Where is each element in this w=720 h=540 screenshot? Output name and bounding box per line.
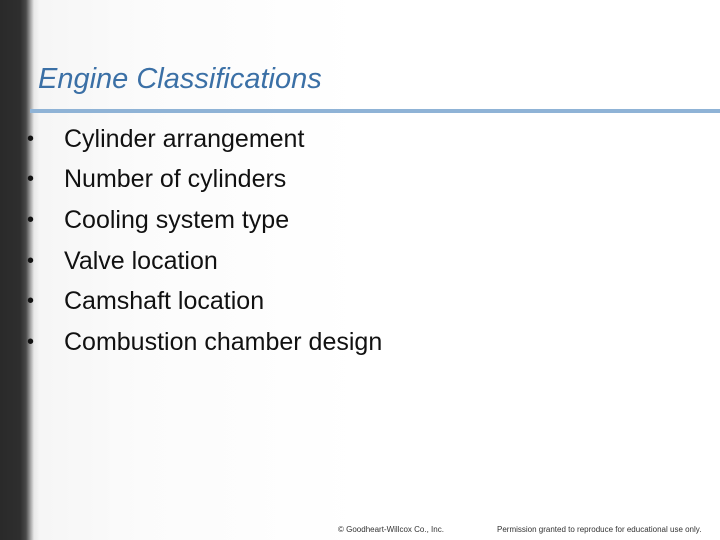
top-shading [0, 0, 720, 52]
bullet-text: Number of cylinders [64, 165, 287, 194]
title-underline-rule [30, 109, 720, 113]
bullet-text: Camshaft location [64, 287, 265, 316]
bullet-item [26, 281, 382, 322]
bullet-text: Cylinder arrangement [64, 124, 305, 153]
bullet-item [26, 322, 382, 363]
bullet-dot-icon: • [27, 127, 35, 150]
bullet-dot-icon: • [27, 249, 35, 272]
bullet-text: Valve location [64, 246, 218, 275]
bullet-item [26, 119, 382, 160]
bullet-item [26, 160, 382, 201]
bullet-dot-icon: • [27, 330, 35, 353]
footer-copyright: © Goodheart-Willcox Co., Inc. [338, 525, 444, 534]
bullet-dot-icon: • [27, 290, 35, 313]
slide-title: Engine Classifications [38, 63, 322, 95]
bullet-dot-icon: • [27, 208, 35, 231]
bullet-list [26, 119, 382, 363]
bullet-item [26, 200, 382, 241]
footer-permission: Permission granted to reproduce for educational use only. [497, 525, 702, 534]
bullet-text: Combustion chamber design [64, 327, 383, 356]
bullet-item [26, 241, 382, 282]
bullet-dot-icon: • [27, 168, 35, 191]
bullet-text: Cooling system type [64, 205, 290, 234]
